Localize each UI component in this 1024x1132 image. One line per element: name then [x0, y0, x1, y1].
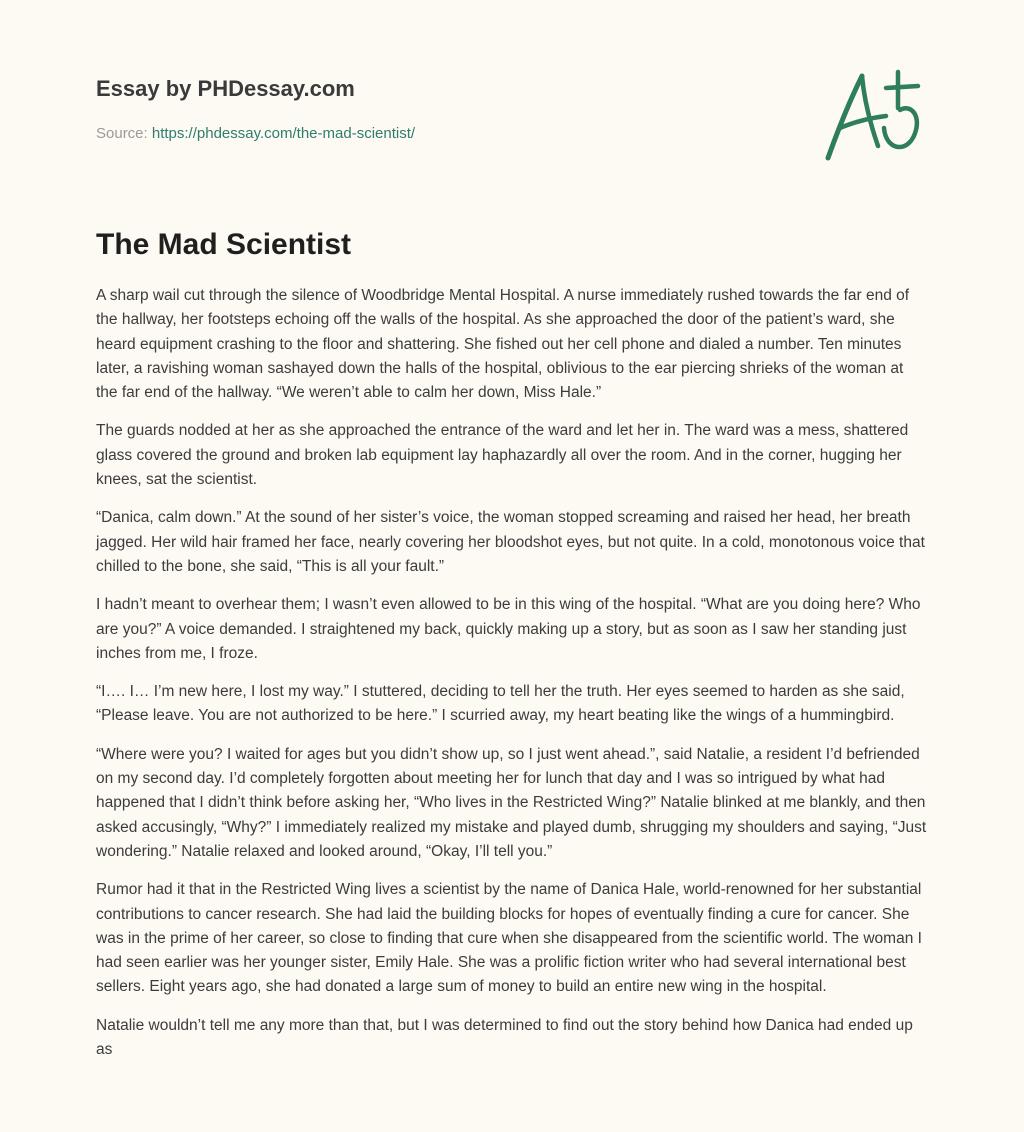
paragraph: I hadn’t meant to overhear them; I wasn’t even allowed to be in this wing of the hospital. “What are you doing here? Who are you?” A voice demanded. I straightened my back, quickly making up a story, but as soon as I saw her standing just inches from me, I froze.: [96, 596, 921, 662]
source-label: Source:: [96, 125, 148, 142]
paragraph: Natalie wouldn’t tell me any more than that, but I was determined to find out the story behind how Danica had ended up as: [96, 1016, 913, 1059]
essay-header: [96, 74, 936, 142]
paragraph: A sharp wail cut through the silence of Woodbridge Mental Hospital. A nurse immediately rushed towards the far end of the hallway, her footsteps echoing off the walls of the hospital. As she approached the door of the patient’s ward, she heard equipment crashing to the floor and shattering. She fished out her cell phone and dialed a number. Ten minutes later, a ravishing woman sashayed down the halls of the hospital, oblivious to the ear piercing shrieks of the woman at the far end of the hallway. “We weren’t able to calm her down, Miss Hale.”: [96, 287, 910, 402]
paragraph: “I…. I… I’m new here, I lost my way.” I stuttered, deciding to tell her the truth. Her eyes seemed to harden as she said, “Please leave. You are not authorized to be here.” I scurried away, my heart beating like the wings of a hummingbird.: [96, 683, 905, 725]
essay-body: [96, 284, 928, 1076]
essay-title: The Mad Scientist: [96, 228, 352, 261]
site-brand: Essay by PHDessay.com: [96, 76, 355, 101]
source-line: [96, 124, 415, 144]
paragraph: “Danica, calm down.” At the sound of her sister’s voice, the woman stopped screaming and raised her head, her breath jagged. Her wild hair framed her face, nearly covering her bloodshot eyes, but not quite. In a cold, monotonous voice that chilled to the bone, she said, “This is all your fault.”: [96, 509, 925, 575]
paragraph: “Where were you? I waited for ages but you didn’t show up, so I just went ahead.”, said Natalie, a resident I’d befriended on my second day. I’d completely forgotten about meeting her for lunch that day and I was so intrigued by what had happened that I didn’t think before asking her, “Who lives in the Restricted Wing?” Natalie blinked at me blankly, and then asked accusingly, “Why?” I immediately realized my mistake and played dumb, shrugging my shoulders and saying, “Just wondering.” Natalie relaxed and looked around, “Okay, I’ll tell you.”: [96, 745, 927, 860]
source-link[interactable]: https://phdessay.com/the-mad-scientist/: [151, 125, 416, 142]
a-plus-logo-icon: [822, 68, 926, 164]
paragraph: The guards nodded at her as she approached the entrance of the ward and let her in. The ward was a mess, shattered glass covered the ground and broken lab equipment lay haphazardly all over the room. And in the corner, hugging her knees, sat the scientist.: [96, 422, 909, 489]
paragraph: Rumor had it that in the Restricted Wing lives a scientist by the name of Danica Hale, world-renowned for her substantial contributions to cancer research. She had laid the building blocks for hopes of eventually finding a cure for cancer. She was in the prime of her career, so close to finding that cure when she disappeared from the scientific world. The woman I had seen earlier was her younger sister, Emily Hale. She was a prolific fiction writer who had several international best sellers. Eight years ago, she had donated a large sum of money to build an entire new wing in the hospital.: [96, 881, 922, 996]
